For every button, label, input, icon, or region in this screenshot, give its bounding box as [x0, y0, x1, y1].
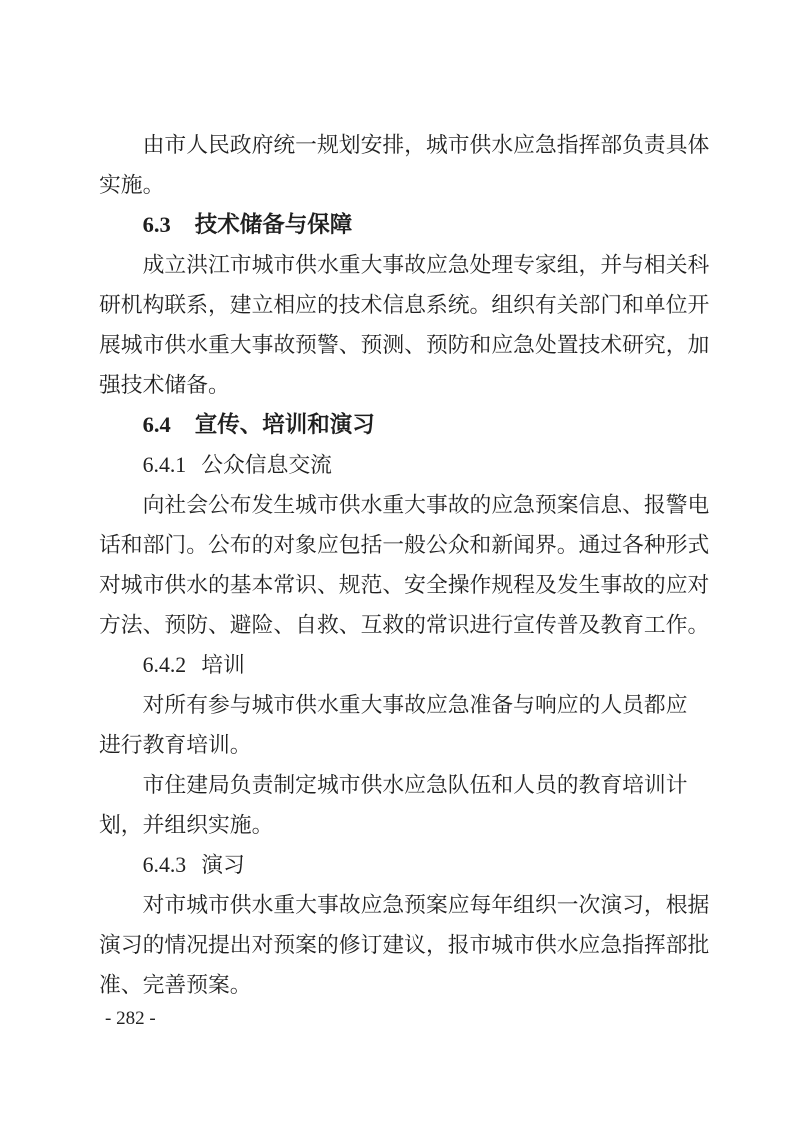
subsection-heading-6-4-1 [99, 445, 715, 485]
subsection-heading-6-4-2 [99, 645, 715, 685]
body-line: 展城市供水重大事故预警、预测、预防和应急处置技术研究，加 [99, 333, 710, 357]
section-heading-6-3 [99, 205, 715, 245]
body-line: 对城市供水的基本常识、规范、安全操作规程及发生事故的应对 [99, 573, 710, 597]
body-line: 进行教育培训。 [99, 733, 252, 757]
body-line: 划，并组织实施。 [99, 813, 274, 837]
body-line: 由市人民政府统一规划安排，城市供水应急指挥部负责具体 [142, 133, 710, 157]
body-line: 实施。 [99, 173, 165, 197]
body-line: 研机构联系，建立相应的技术信息系统。组织有关部门和单位开 [99, 293, 710, 317]
page-number: - 282 - [105, 1008, 156, 1029]
subsection-heading-6-4-3 [99, 845, 715, 885]
heading-title: 演习 [201, 853, 245, 877]
body-line: 准、完善预案。 [99, 973, 252, 997]
heading-number: 6.4 [142, 412, 171, 437]
heading-title: 公众信息交流 [201, 453, 332, 477]
heading-number: 6.4.1 [142, 453, 187, 477]
heading-title: 技术储备与保障 [194, 212, 353, 237]
heading-title: 宣传、培训和演习 [194, 412, 375, 437]
body-line: 强技术储备。 [99, 373, 230, 397]
heading-number: 6.3 [142, 212, 171, 237]
heading-title: 培训 [201, 653, 245, 677]
heading-number: 6.4.3 [142, 853, 187, 877]
body-line: 对所有参与城市供水重大事故应急准备与响应的人员都应 [142, 693, 688, 717]
body-line: 向社会公布发生城市供水重大事故的应急预案信息、报警电 [142, 493, 710, 517]
section-heading-6-4 [99, 405, 715, 445]
body-line: 对市城市供水重大事故应急预案应每年组织一次演习，根据 [142, 893, 710, 917]
body-line: 成立洪江市城市供水重大事故应急处理专家组，并与相关科 [142, 253, 710, 277]
body-line: 话和部门。公布的对象应包括一般公众和新闻界。通过各种形式 [99, 533, 710, 557]
body-line: 演习的情况提出对预案的修订建议，报市城市供水应急指挥部批 [99, 933, 710, 957]
heading-number: 6.4.2 [142, 653, 187, 677]
page-body [99, 125, 715, 1005]
body-line: 方法、预防、避险、自救、互救的常识进行宣传普及教育工作。 [99, 613, 710, 637]
body-line: 市住建局负责制定城市供水应急队伍和人员的教育培训计 [142, 773, 688, 797]
